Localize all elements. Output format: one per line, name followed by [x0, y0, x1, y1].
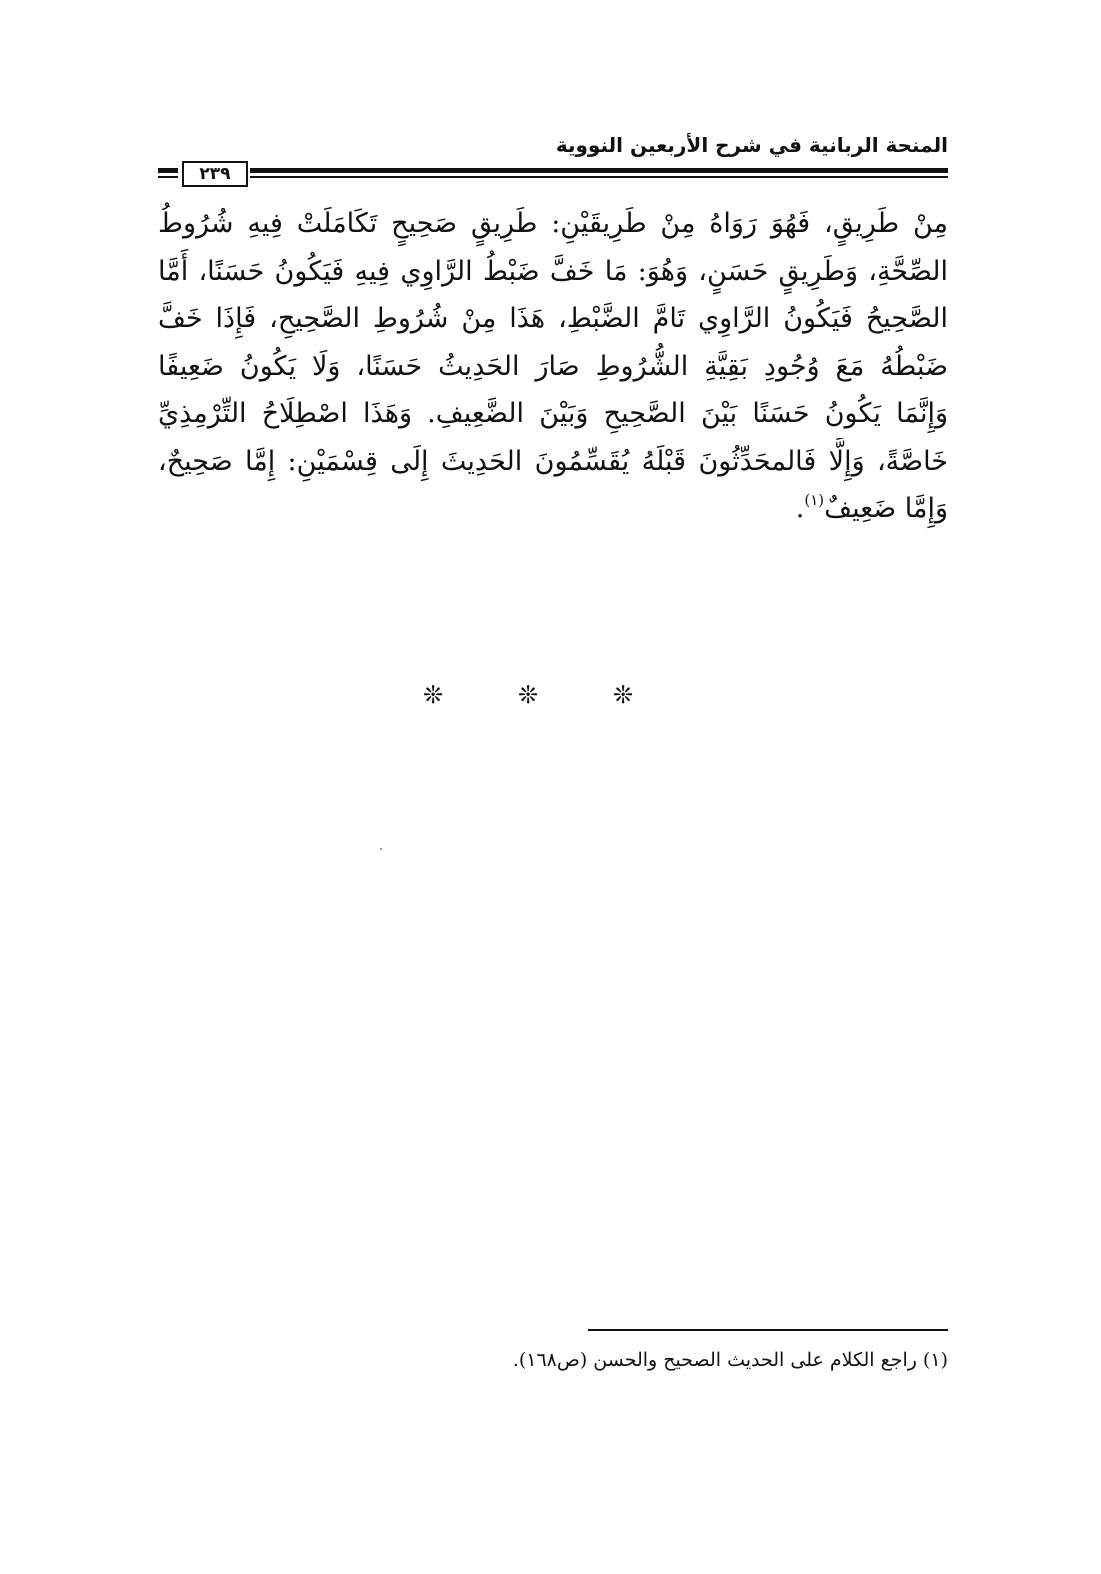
body-line: خَاصَّةً، وَإِلَّا فَالمحَدِّثُونَ قَبْلَهُ يُقَسِّمُونَ الحَدِيثَ إِلَى قِسْمَيْنِ: إِمَّا صَحِيحٌ، [158, 445, 948, 477]
body-line-last [158, 485, 948, 533]
last-line-text: وَإِمَّا ضَعِيفٌ [824, 493, 948, 524]
book-title: المنحة الربانية في شرح الأربعين النووية [555, 133, 948, 157]
body-line: الصِّحَّةِ، وَطَرِيقٍ حَسَنٍ، وَهُوَ: مَا خَفَّ ضَبْطُ الرَّاوِي فِيهِ فَيَكُونُ حَسَنًا، أَمَّا [158, 255, 948, 287]
footnote-reference: (١) [804, 491, 825, 509]
asterism-icon: ❊ [422, 681, 444, 709]
body-line: مِنْ طَرِيقٍ، فَهُوَ رَوَاهُ مِنْ طَرِيقَيْنِ: طَرِيقٍ صَحِيحٍ تَكَامَلَتْ فِيهِ شُرُوطُ [158, 208, 948, 239]
page-number: ٢٣٩ [182, 161, 248, 187]
footnote-rule [588, 1329, 948, 1331]
body-text [158, 200, 948, 533]
footnote: (١) راجع الكلام على الحديث الصحيح والحسن (ص١٦٨). [512, 1349, 948, 1371]
body-line: وَإِنَّمَا يَكُونُ حَسَنًا بَيْنَ الصَّحِيحِ وَبَيْنَ الضَّعِيفِ. وَهَذَا اصْطِلَاحُ التِّرْمِذِيِّ [158, 398, 948, 429]
header-rule-left [158, 168, 178, 173]
body-line: الصَّحِيحُ فَيَكُونُ الرَّاوِي تَامَّ الضَّبْطِ، هَذَا مِنْ شُرُوطِ الصَّحِيحِ، فَإِذَا خَفَّ [158, 303, 948, 334]
body-line: ضَبْطُهُ مَعَ وُجُودِ بَقِيَّةِ الشُّرُوطِ صَارَ الحَدِيثُ حَسَنًا، وَلَا يَكُونُ ضَعِيفًا [158, 350, 948, 382]
scan-speck [380, 848, 382, 850]
header-rule-thin [250, 176, 948, 178]
header-rule-left-thin [158, 176, 178, 178]
asterism-icon: ❊ [517, 681, 539, 709]
asterism-icon: ❊ [612, 681, 634, 709]
section-separator [418, 680, 638, 710]
last-line-end: . [795, 493, 805, 524]
running-header [158, 132, 948, 186]
header-rule [250, 168, 948, 173]
